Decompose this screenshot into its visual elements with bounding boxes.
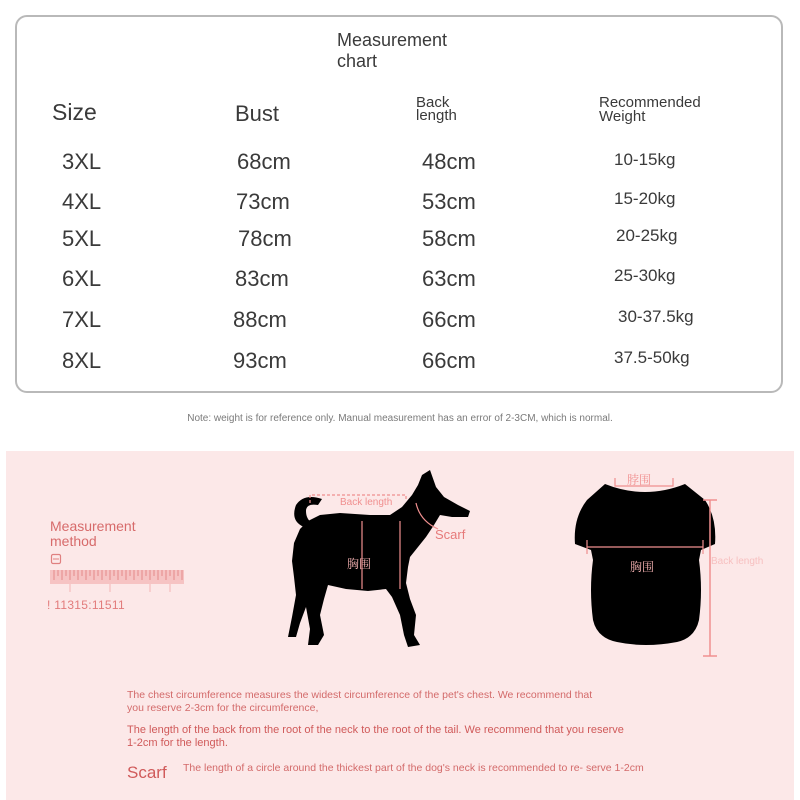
- row-5xl-size: 5XL: [62, 226, 102, 251]
- row-7xl-bust: 88cm: [233, 307, 287, 332]
- scarf-description: The length of a circle around the thickest part of the dog's neck is recommended to re- serve 1-2cm: [183, 762, 644, 774]
- ruler-icon: [50, 570, 184, 594]
- row-3xl-bust: 68cm: [237, 149, 291, 174]
- row-8xl-back: 66cm: [422, 348, 476, 373]
- row-8xl-bust: 93cm: [233, 348, 287, 373]
- dog-chest-label: 胸围: [347, 557, 372, 571]
- header-recommended-weight: Recommended Weight: [599, 94, 701, 125]
- row-7xl-back: 66cm: [422, 307, 476, 332]
- back-description: The length of the back from the root of the neck to the root of the tail. We recommend that you reserve 1-2cm for the length.: [127, 724, 624, 749]
- header-size: Size: [52, 99, 97, 125]
- row-4xl-size: 4XL: [62, 189, 102, 214]
- shirt-back-length-label: Back length: [711, 556, 764, 567]
- measurement-method-title: Measurement method: [50, 518, 136, 549]
- ruler-numbers: ! 11315:11511: [47, 598, 125, 612]
- row-7xl-weight: 30-37.5kg: [618, 307, 694, 326]
- chart-title: Measurement chart: [337, 30, 448, 71]
- dog-scarf-label: Scarf: [435, 527, 466, 542]
- row-7xl-size: 7XL: [62, 307, 102, 332]
- row-4xl-bust: 73cm: [236, 189, 290, 214]
- row-8xl-weight: 37.5-50kg: [614, 348, 690, 367]
- row-3xl-back: 48cm: [422, 149, 476, 174]
- header-back-length: Back length: [416, 94, 457, 124]
- reference-note: Note: weight is for reference only. Manual measurement has an error of 2-3CM, which is normal.: [187, 413, 613, 424]
- row-6xl-weight: 25-30kg: [614, 266, 676, 285]
- row-3xl-size: 3XL: [62, 149, 102, 174]
- row-5xl-weight: 20-25kg: [616, 226, 678, 245]
- row-5xl-bust: 78cm: [238, 226, 292, 251]
- dog-back-length-label: Back length: [340, 497, 393, 508]
- dog-silhouette-icon: [280, 465, 480, 655]
- row-3xl-weight: 10-15kg: [614, 150, 676, 169]
- row-6xl-back: 63cm: [422, 266, 476, 291]
- row-8xl-size: 8XL: [62, 348, 102, 373]
- chest-description: The chest circumference measures the widest circumference of the pet's chest. We recommend that you reserve 2-3cm for the circumference,: [127, 689, 593, 714]
- header-bust: Bust: [235, 101, 280, 126]
- row-4xl-weight: 15-20kg: [614, 189, 676, 208]
- scarf-title: Scarf: [127, 763, 167, 782]
- row-6xl-size: 6XL: [62, 266, 102, 291]
- row-5xl-back: 58cm: [422, 226, 476, 251]
- row-4xl-back: 53cm: [422, 189, 476, 214]
- shirt-chest-label: 胸围: [630, 560, 655, 574]
- shirt-neck-label: 脖围: [627, 473, 652, 487]
- tape-measure-icon: [50, 553, 62, 565]
- row-6xl-bust: 83cm: [235, 266, 289, 291]
